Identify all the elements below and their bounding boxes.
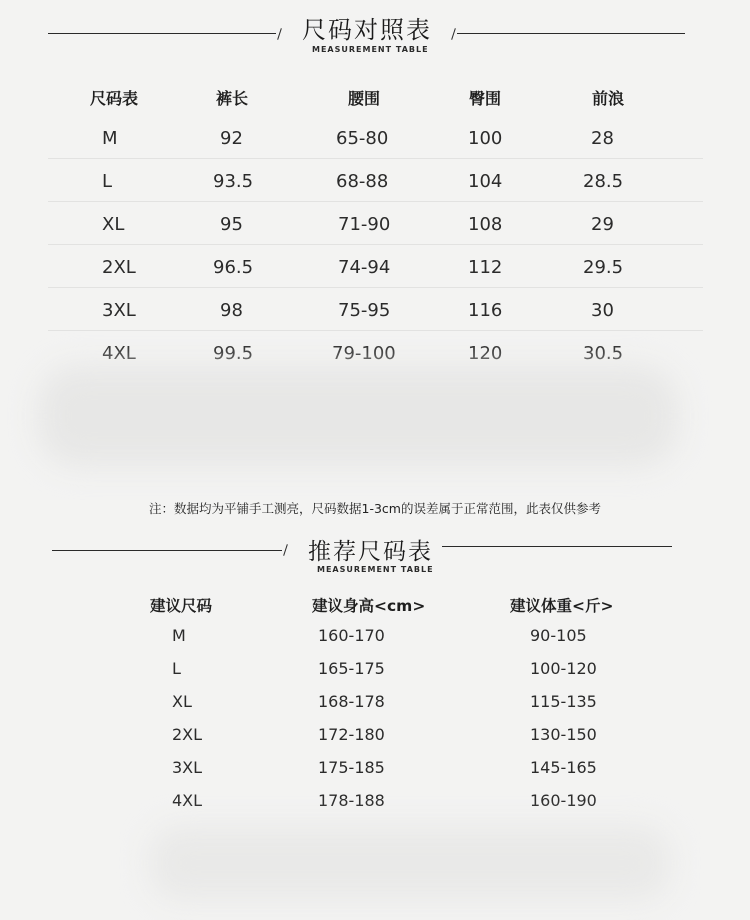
column-header: 建议尺码 — [150, 597, 213, 615]
table-row — [150, 686, 630, 719]
table-header — [150, 594, 630, 620]
size-cell: 3XL — [102, 300, 136, 321]
recommend-subtitle: MEASUREMENT TABLE — [317, 565, 434, 574]
waist-cell: 71-90 — [338, 214, 391, 235]
size-cell: M — [102, 128, 118, 149]
weight-cell: 160-190 — [530, 791, 597, 810]
table-row — [150, 752, 630, 785]
front-rise-cell: 28 — [591, 128, 614, 149]
front-rise-cell: 28.5 — [583, 171, 624, 192]
height-cell: 168-178 — [318, 692, 385, 711]
table-row — [150, 719, 630, 752]
header-rule-left — [48, 33, 276, 34]
header-slash-right — [451, 28, 456, 40]
weight-cell: 130-150 — [530, 725, 597, 744]
height-cell: 165-175 — [318, 659, 385, 678]
size-cell: 2XL — [172, 725, 203, 744]
table-row — [48, 202, 703, 245]
weight-cell: 100-120 — [530, 659, 597, 678]
table-row — [48, 116, 703, 159]
waist-cell: 68-88 — [336, 171, 389, 192]
hip-cell: 116 — [468, 300, 503, 321]
front-rise-cell: 29.5 — [583, 257, 624, 278]
table-row — [150, 620, 630, 653]
disclaimer-note: 注：数据均为平铺手工测亮，尺码数据1-3cm的误差属于正常范围，此表仅供参考 — [149, 501, 601, 516]
size-cell: 4XL — [102, 343, 136, 364]
height-cell: 172-180 — [318, 725, 385, 744]
blurred-region — [150, 826, 670, 900]
header-slash-left — [277, 28, 282, 40]
size-cell: M — [172, 626, 186, 645]
length-cell: 95 — [220, 214, 243, 235]
waist-cell: 79-100 — [332, 343, 396, 364]
recommend-table — [150, 594, 630, 818]
hip-cell: 120 — [468, 343, 503, 364]
table-row — [150, 785, 630, 818]
recommend-title: 推荐尺码表 — [308, 539, 433, 565]
table-header — [48, 76, 703, 116]
blurred-region — [38, 366, 678, 466]
size-cell: XL — [102, 214, 125, 235]
column-header: 腰围 — [348, 89, 381, 108]
weight-cell: 145-165 — [530, 758, 597, 777]
waist-cell: 74-94 — [338, 257, 391, 278]
height-cell: 178-188 — [318, 791, 385, 810]
header-rule-right — [457, 33, 685, 34]
recommend-rule-left — [52, 550, 282, 551]
size-cell: L — [102, 171, 113, 192]
size-cell: 4XL — [172, 791, 203, 810]
recommend-rule-right — [442, 546, 672, 547]
measurement-title: 尺码对照表 — [302, 16, 432, 44]
height-cell: 175-185 — [318, 758, 385, 777]
length-cell: 99.5 — [213, 343, 254, 364]
size-cell: L — [172, 659, 181, 678]
length-cell: 98 — [220, 300, 243, 321]
column-header: 裤长 — [216, 89, 249, 108]
front-rise-cell: 29 — [591, 214, 614, 235]
column-header: 前浪 — [592, 89, 625, 108]
hip-cell: 104 — [468, 171, 503, 192]
weight-cell: 90-105 — [530, 626, 587, 645]
weight-cell: 115-135 — [530, 692, 597, 711]
size-cell: 3XL — [172, 758, 203, 777]
waist-cell: 75-95 — [338, 300, 391, 321]
recommend-slash-left — [283, 544, 288, 556]
hip-cell: 100 — [468, 128, 503, 149]
column-header: 尺码表 — [90, 89, 139, 108]
table-row — [48, 288, 703, 331]
measurement-table — [48, 76, 703, 373]
length-cell: 93.5 — [213, 171, 254, 192]
length-cell: 92 — [220, 128, 243, 149]
table-row — [48, 245, 703, 288]
size-cell: 2XL — [102, 257, 136, 278]
front-rise-cell: 30.5 — [583, 343, 624, 364]
column-header: 建议身高<cm> — [312, 597, 426, 615]
table-row — [150, 653, 630, 686]
hip-cell: 112 — [468, 257, 503, 278]
height-cell: 160-170 — [318, 626, 385, 645]
table-row — [48, 159, 703, 202]
front-rise-cell: 30 — [591, 300, 614, 321]
length-cell: 96.5 — [213, 257, 254, 278]
hip-cell: 108 — [468, 214, 503, 235]
measurement-subtitle: MEASUREMENT TABLE — [312, 45, 429, 54]
waist-cell: 65-80 — [336, 128, 389, 149]
size-cell: XL — [172, 692, 192, 711]
column-header: 建议体重<斤> — [510, 597, 614, 615]
column-header: 臀围 — [469, 89, 502, 108]
